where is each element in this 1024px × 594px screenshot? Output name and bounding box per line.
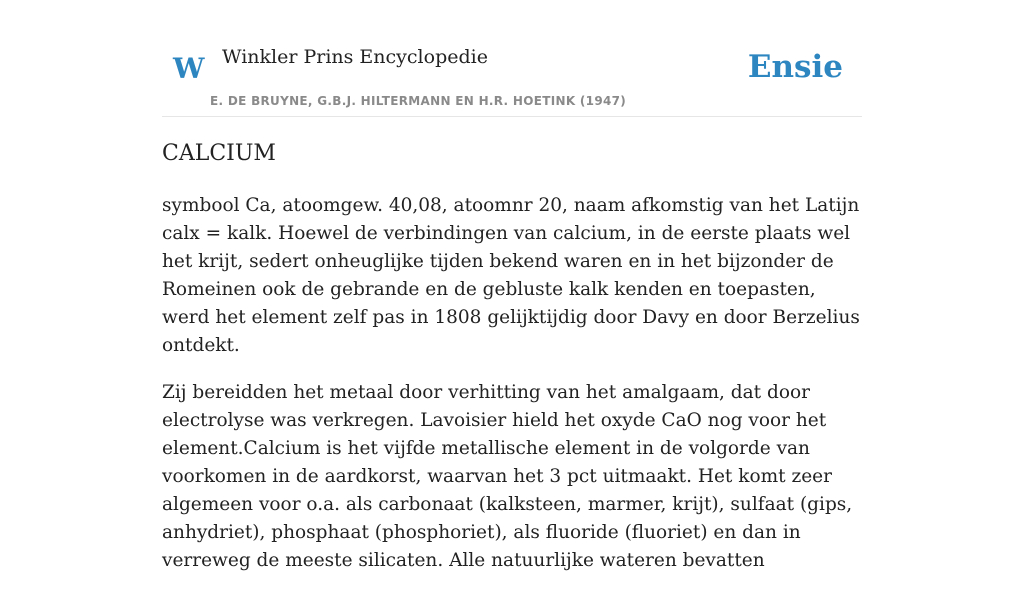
article-paragraph-1: symbool Ca, atoomgew. 40,08, atoomnr 20, naam afkomstig van het Latijn calx = kalk. Hoewel de verbindingen van calcium, in de eerste plaats wel het krijt, sedert onheuglijke tijden bekend waren en in het bijzonder de Romeinen ook de gebrande en de gebluste kalk kenden en toepasten, werd het element zelf pas in 1808 gelijktijdig door Davy en door Berzelius ontdekt. [162, 195, 860, 356]
article-body [162, 192, 862, 594]
source-authors: E. DE BRUYNE, G.B.J. HILTERMANN EN H.R. HOETINK (1947) [210, 94, 627, 108]
article-paragraph-2: Zij bereidden het metaal door verhitting van het amalgaam, dat door electrolyse was verkregen. Lavoisier hield het oxyde CaO nog voor het element.Calcium is het vijfde metallische element in de volgorde van voorkomen in de aardkorst, waarvan het 3 pct uitmaakt. Het komt zeer algemeen voor o.a. als carbonaat (kalksteen, marmer, krijt), sulfaat (gips, anhydriet), phosphaat (phosphoriet), als fluoride (fluoriet) en dan in verreweg de meeste silicaten. Alle natuurlijke wateren bevatten [162, 382, 853, 571]
source-title[interactable]: Winkler Prins Encyclopedie [222, 46, 488, 68]
article-headword: CALCIUM [162, 141, 276, 166]
site-header [162, 0, 862, 117]
ensie-logo[interactable]: Ensie [747, 49, 843, 85]
page [162, 0, 862, 571]
winkler-prins-logo[interactable]: W [173, 52, 205, 85]
